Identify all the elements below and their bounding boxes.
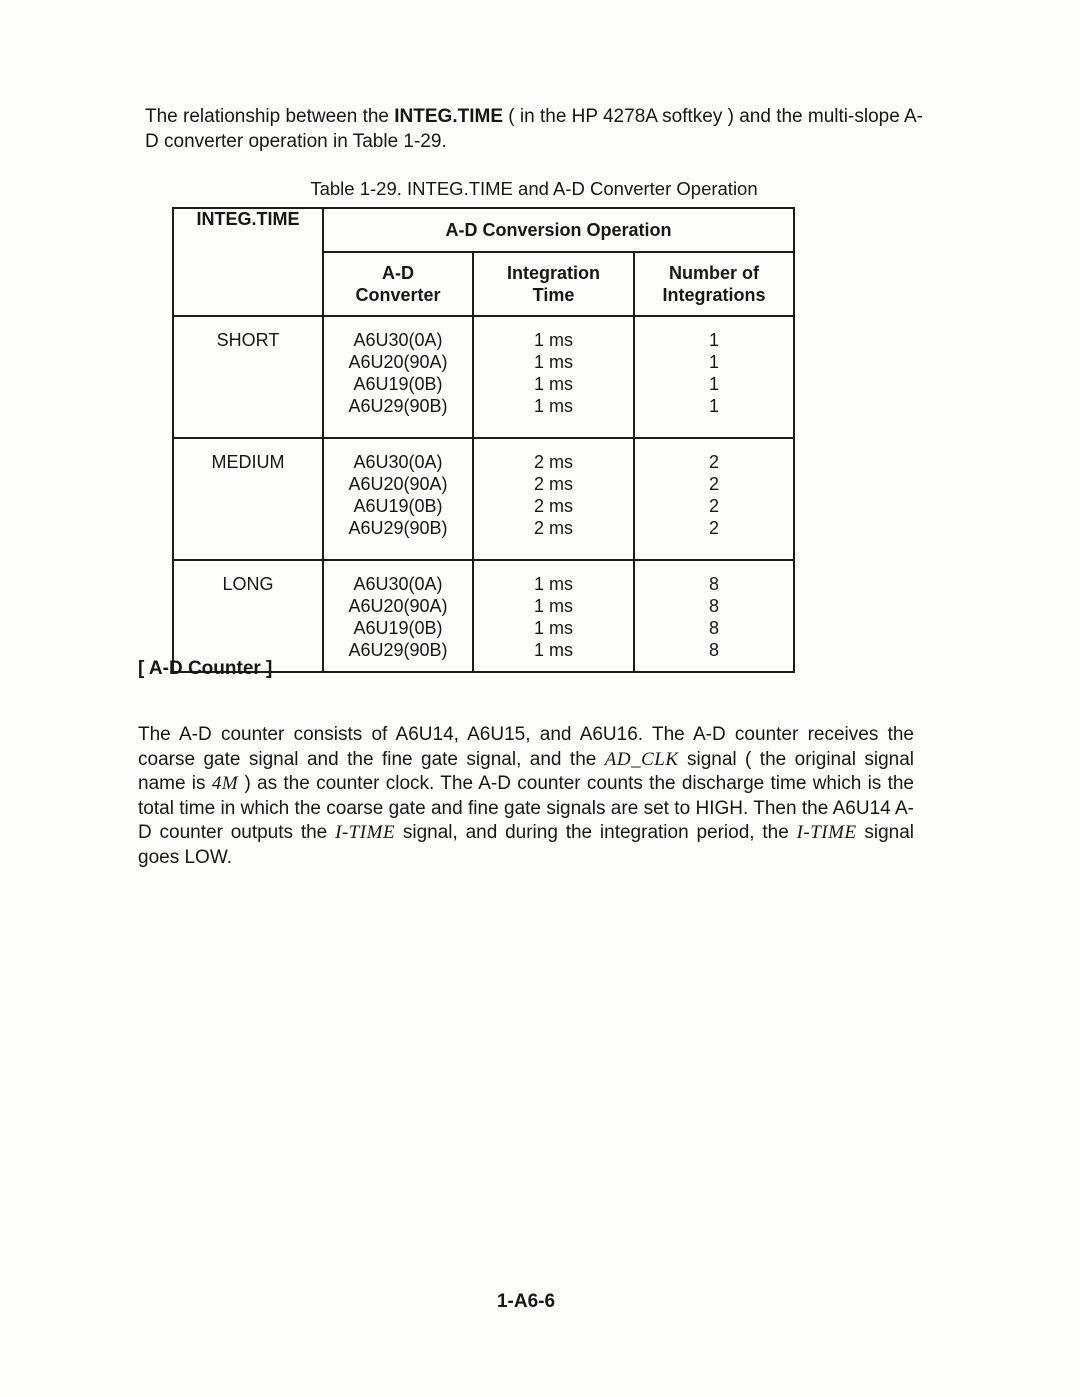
integration-time-cell (473, 316, 634, 438)
header-conversion-operation: A-D Conversion Operation (323, 208, 794, 252)
ad-counter-heading: [ A-D Counter ] (138, 658, 273, 679)
integrations-value: 8 (709, 596, 720, 616)
time-value: 1 ms (533, 618, 573, 638)
header-number-of-integrations (634, 252, 794, 316)
table-caption: Table 1-29. INTEG.TIME and A-D Converter Operation (310, 178, 758, 199)
integrations-value: 8 (709, 640, 720, 660)
body-text: ) as the counter clock. The A-D counter counts the discharge time which is the total time in which the coarse gate and fine gate signals are set to HIGH. Then the A6U14 A-D counter outputs the (138, 773, 914, 844)
converter-cell (323, 316, 473, 438)
header-line: A-D (382, 263, 414, 283)
time-value: 2 ms (533, 496, 573, 516)
header-ad-converter (323, 252, 473, 316)
integ-time-label: MEDIUM (173, 438, 323, 560)
converter-value: A6U19(0B) (353, 618, 443, 638)
intro-text: ( in the HP 4278A softkey ) and the multi-slope A-D converter operation in Table 1-29. (145, 106, 924, 152)
time-value: 1 ms (533, 596, 573, 616)
intro-text: The relationship between the (145, 106, 395, 127)
integrations-value: 2 (709, 474, 720, 494)
time-value: 1 ms (533, 640, 573, 660)
signal-name-4m: 4M (211, 773, 239, 795)
header-line: Integrations (662, 285, 766, 305)
time-value: 2 ms (533, 452, 573, 472)
intro-paragraph (145, 105, 923, 154)
converter-value: A6U20(90A) (348, 474, 448, 494)
converter-value: A6U30(0A) (353, 330, 443, 350)
signal-name-i-time: I-TIME (796, 822, 857, 844)
integrations-cell (634, 316, 794, 438)
integrations-cell (634, 438, 794, 560)
time-value: 2 ms (533, 518, 573, 538)
converter-value: A6U19(0B) (353, 374, 443, 394)
integrations-value: 2 (709, 452, 720, 472)
integrations-value: 8 (709, 618, 720, 638)
converter-value: A6U30(0A) (353, 574, 443, 594)
converter-cell (323, 438, 473, 560)
time-value: 2 ms (533, 474, 573, 494)
converter-cell (323, 560, 473, 672)
time-value: 1 ms (533, 574, 573, 594)
table-row-long (173, 560, 794, 672)
header-line: Integration (507, 263, 600, 283)
integ-time-label: SHORT (173, 316, 323, 438)
header-integ-time: INTEG.TIME (173, 208, 323, 316)
converter-value: A6U19(0B) (353, 496, 443, 516)
signal-name-ad-clk: AD_CLK (604, 748, 679, 770)
time-value: 1 ms (533, 330, 573, 350)
integ-time-keyword: INTEG.TIME (394, 106, 504, 127)
converter-value: A6U20(90A) (348, 352, 448, 372)
header-row-1 (173, 208, 794, 252)
header-line: Number of (669, 263, 760, 283)
converter-value: A6U29(90B) (348, 396, 448, 416)
integrations-value: 1 (709, 396, 720, 416)
integration-time-cell (473, 560, 634, 672)
integ-time-table (172, 207, 795, 673)
table-row-short (173, 316, 794, 438)
integration-time-cell (473, 438, 634, 560)
integrations-value: 1 (709, 330, 720, 350)
integrations-value: 2 (709, 496, 720, 516)
page-number: 1-A6-6 (496, 1291, 556, 1312)
time-value: 1 ms (533, 396, 573, 416)
integrations-value: 1 (709, 352, 720, 372)
signal-name-i-time: I-TIME (335, 822, 396, 844)
integrations-value: 1 (709, 374, 720, 394)
integrations-cell (634, 560, 794, 672)
header-line: Time (532, 285, 575, 305)
body-text: signal goes LOW. (138, 822, 915, 868)
converter-value: A6U30(0A) (353, 452, 443, 472)
integrations-value: 8 (709, 574, 720, 594)
table-row-medium (173, 438, 794, 560)
converter-value: A6U29(90B) (348, 518, 448, 538)
time-value: 1 ms (533, 352, 573, 372)
integrations-value: 2 (709, 518, 720, 538)
converter-value: A6U29(90B) (348, 640, 448, 660)
body-text: signal, and during the integration period, the (395, 822, 797, 844)
integ-time-label: LONG (173, 560, 323, 672)
header-line: Converter (355, 285, 441, 305)
header-integration-time (473, 252, 634, 316)
ad-counter-paragraph (138, 723, 914, 871)
body-text: The A-D counter consists of A6U14, A6U15, and A6U16. The A-D counter receives the coarse gate signal and the fine gate signal, and the (138, 724, 914, 770)
converter-value: A6U20(90A) (348, 596, 448, 616)
time-value: 1 ms (533, 374, 573, 394)
body-text: signal ( the original signal name is (138, 748, 914, 795)
